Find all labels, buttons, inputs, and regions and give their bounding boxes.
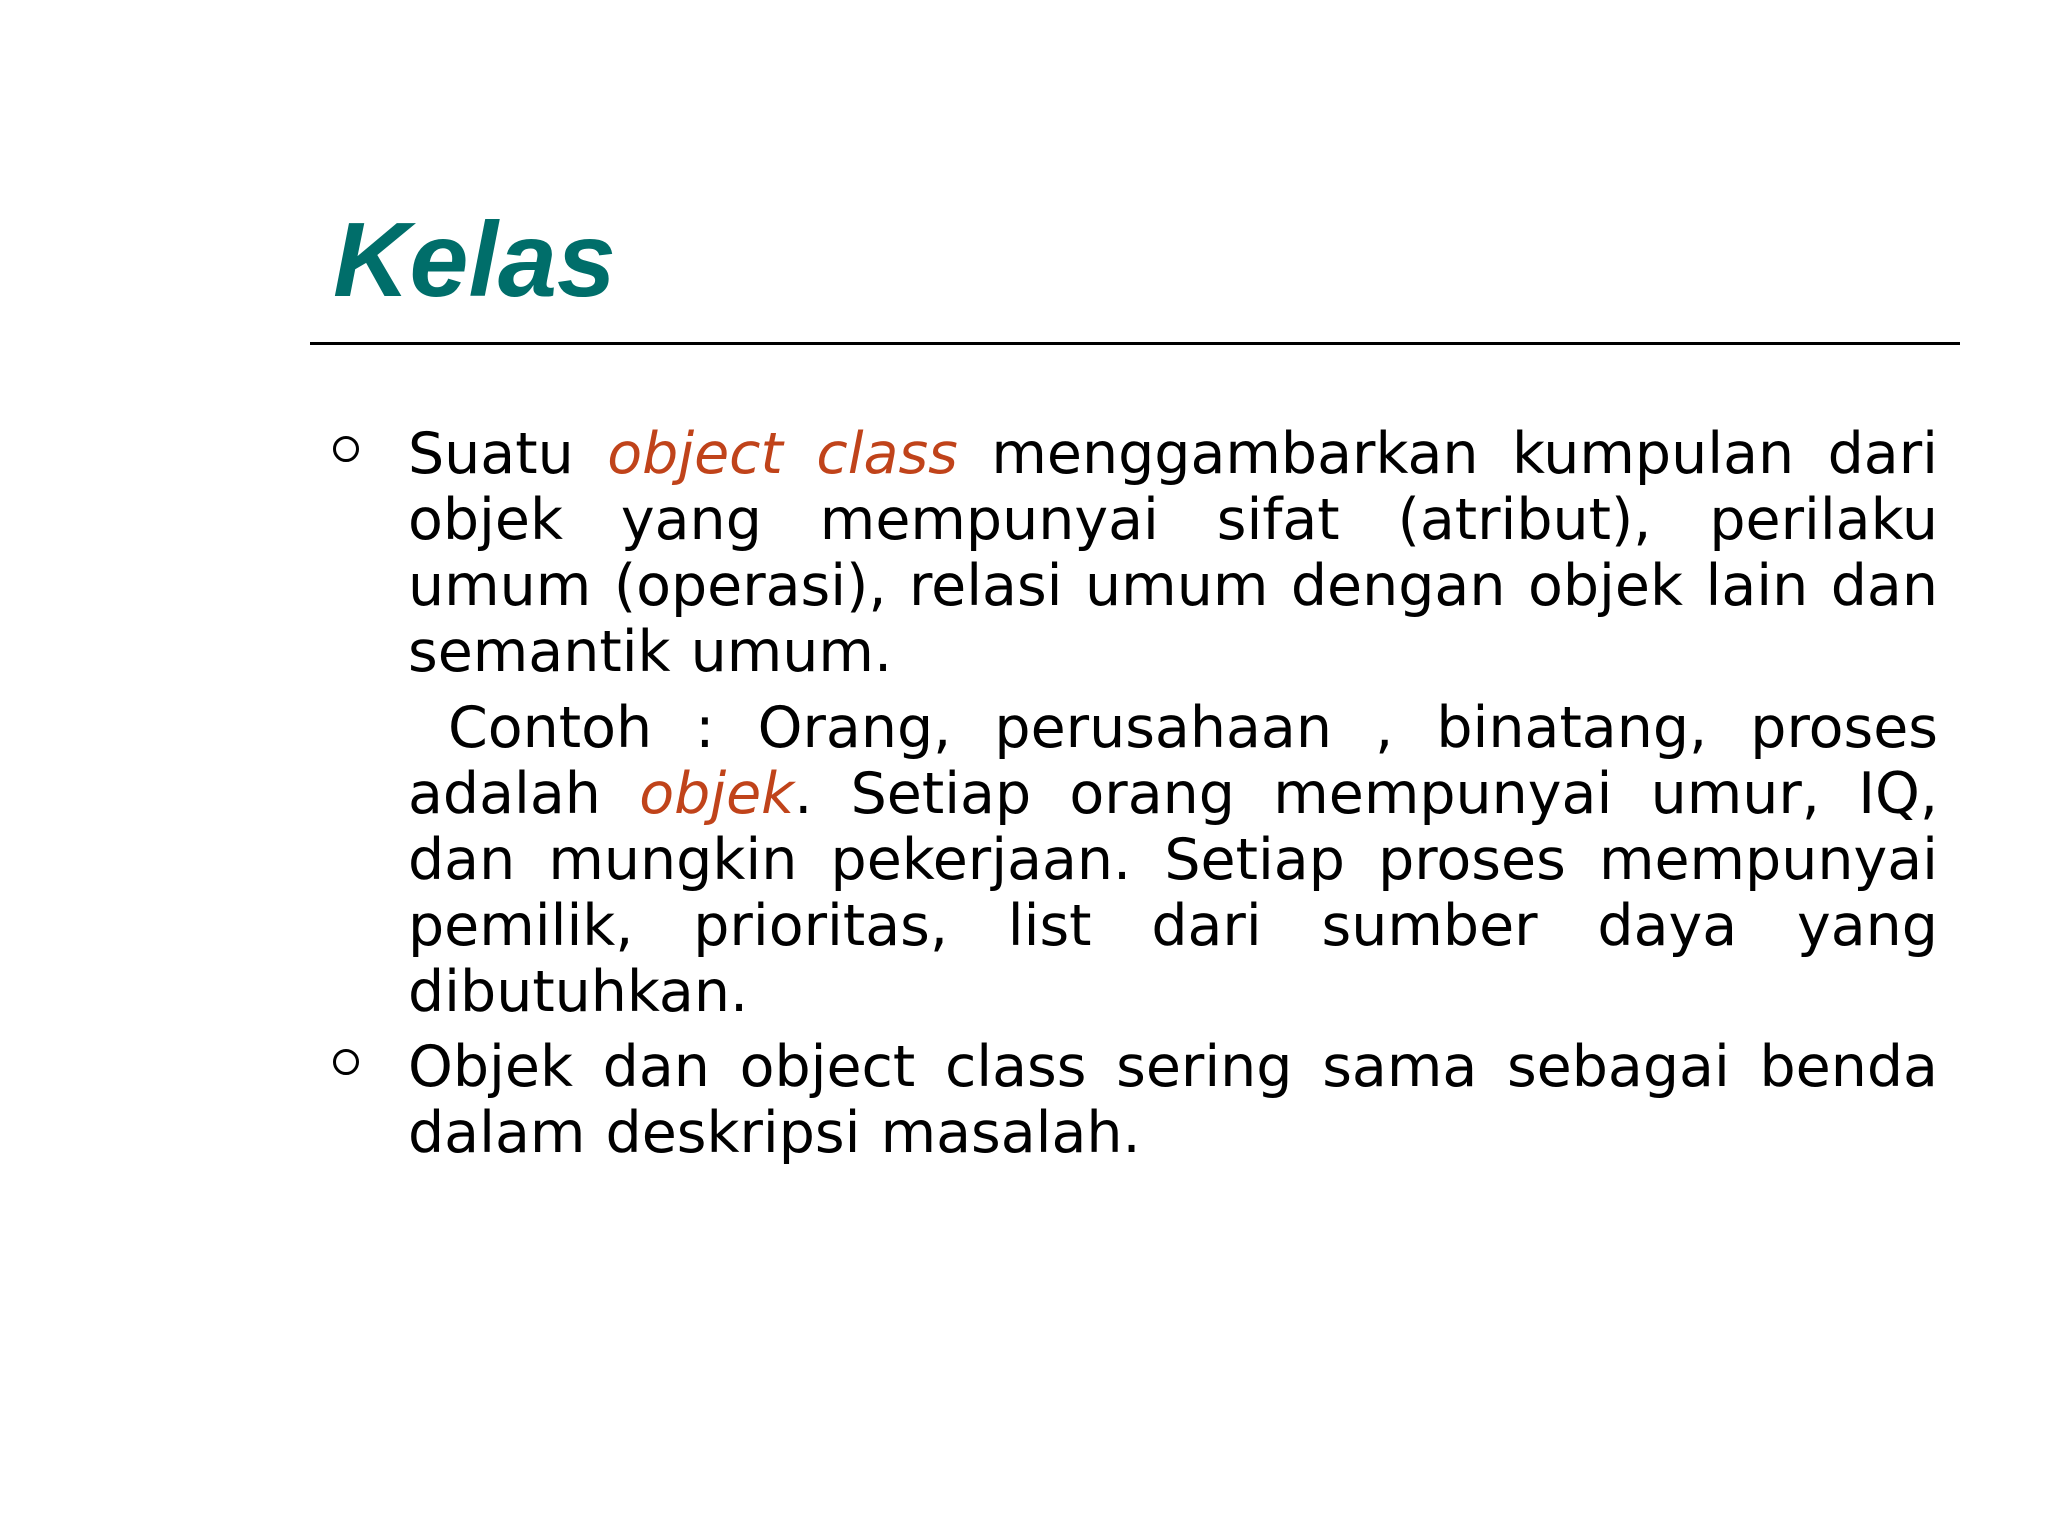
text-run: Objek dan object class sering sama sebagai benda dalam deskripsi masalah. [408, 1034, 1938, 1166]
text-run: menggambarkan kumpulan dari objek yang mempunyai sifat (atribut), perilaku umum (operasi), relasi umum dengan objek lain dan semantik umum. [408, 421, 1938, 685]
title-divider [310, 342, 1960, 345]
bullet-2-text [408, 1034, 1938, 1166]
text-run: . Setiap orang mempunyai umur, IQ, dan mungkin pekerjaan. Setiap proses mempunyai pemilik, prioritas, list dari sumber daya yang dibutuhkan. [408, 761, 1938, 1025]
emphasis-object-class: object class [607, 421, 958, 487]
bullet-circle-icon [333, 436, 359, 462]
bullet-1-text [408, 421, 1938, 685]
bullet-1-continuation [408, 695, 1938, 1025]
bullet-circle-icon [333, 1049, 359, 1075]
text-run: Suatu [408, 421, 608, 487]
emphasis-objek: objek [639, 761, 795, 827]
text-run: Contoh : Orang, perusahaan , binatang, proses adalah [408, 695, 1938, 827]
slide-title: Kelas [333, 201, 616, 319]
